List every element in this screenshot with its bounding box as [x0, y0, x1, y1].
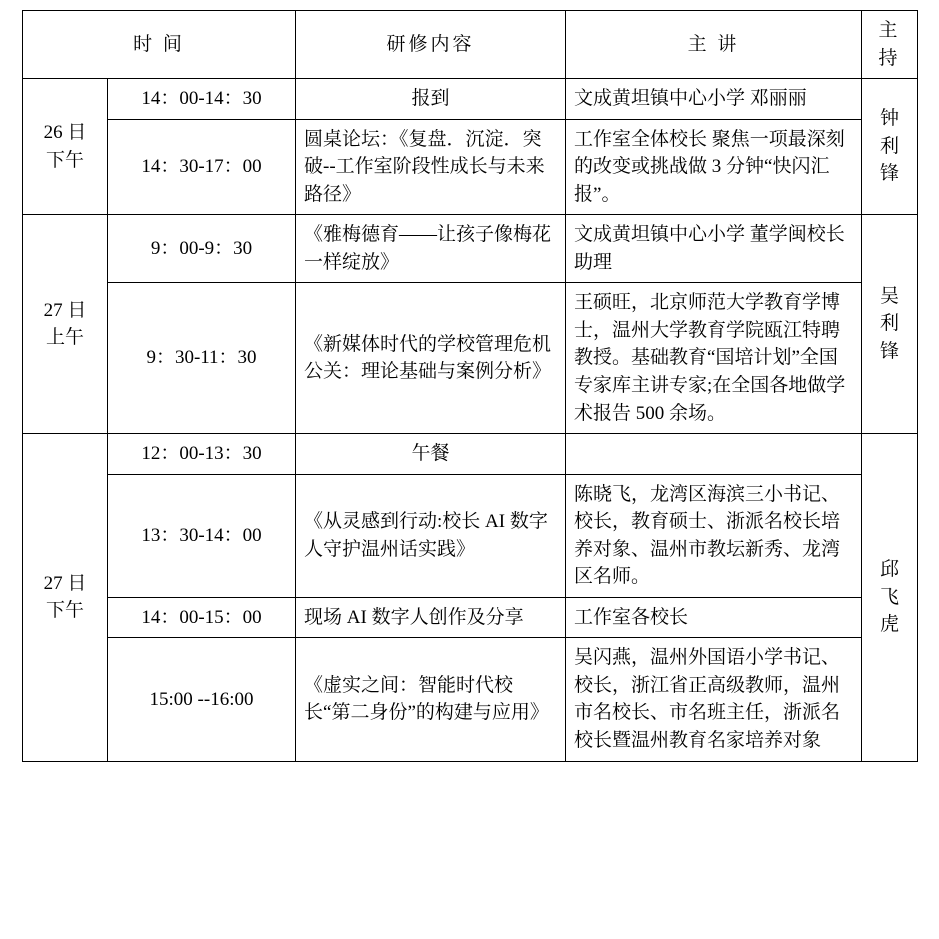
header-speaker: 主 讲 [566, 11, 862, 79]
day-group-label [23, 79, 108, 215]
table-row [23, 434, 918, 475]
session-speaker: 陈晓飞，龙湾区海滨三小书记、校长，教育硕士、浙派名校长培养对象、温州市教坛新秀、龙湾区名师。 [566, 474, 862, 597]
session-time: 13：30-14：00 [108, 474, 296, 597]
host-char: 锋 [880, 163, 900, 185]
host-char: 利 [880, 313, 900, 335]
table-header-row [23, 11, 918, 79]
training-schedule-table [22, 10, 918, 762]
day-line: 下午 [45, 149, 84, 171]
session-content: 午餐 [296, 434, 566, 475]
session-time: 14：00-14：30 [108, 79, 296, 120]
session-host [862, 434, 918, 761]
day-line: 26 日 [43, 122, 87, 144]
day-line: 上午 [45, 327, 84, 349]
host-char: 虎 [880, 614, 900, 636]
session-time: 14：30-17：00 [108, 119, 296, 215]
session-time: 9：30-11：30 [108, 283, 296, 434]
session-content: 《虚实之间：智能时代校长“第二身份”的构建与应用》 [296, 638, 566, 761]
header-time: 时 间 [23, 11, 296, 79]
session-host [862, 79, 918, 215]
day-line: 27 日 [43, 299, 87, 321]
day-line: 下午 [45, 600, 84, 622]
session-content: 《从灵感到行动:校长 AI 数字人守护温州话实践》 [296, 474, 566, 597]
session-content: 《雅梅德育——让孩子像梅花一样绽放》 [296, 215, 566, 283]
host-char: 利 [880, 135, 900, 157]
host-char: 钟 [880, 108, 900, 130]
host-char: 邱 [880, 559, 900, 581]
day-group-label [23, 215, 108, 434]
table-row [23, 79, 918, 120]
day-group-label [23, 434, 108, 761]
session-time: 14：00-15：00 [108, 597, 296, 638]
session-content: 现场 AI 数字人创作及分享 [296, 597, 566, 638]
session-time: 12：00-13：30 [108, 434, 296, 475]
table-row [23, 638, 918, 761]
session-time: 15:00 --16:00 [108, 638, 296, 761]
day-line: 27 日 [43, 572, 87, 594]
host-char: 飞 [880, 586, 900, 608]
session-content: 圆桌论坛：《复盘．沉淀．突破--工作室阶段性成长与未来路径》 [296, 119, 566, 215]
header-host: 主 持 [862, 11, 918, 79]
header-content: 研修内容 [296, 11, 566, 79]
host-char: 吴 [880, 285, 900, 307]
session-speaker: 吴闪燕，温州外国语小学书记、校长，浙江省正高级教师，温州市名校长、市名班主任，浙派名校长暨温州教育名家培养对象 [566, 638, 862, 761]
table-row [23, 215, 918, 283]
table-row [23, 119, 918, 215]
session-content: 报到 [296, 79, 566, 120]
table-row [23, 474, 918, 597]
session-speaker: 文成黄坦镇中心小学 董学闽校长助理 [566, 215, 862, 283]
session-speaker: 王硕旺，北京师范大学教育学博士，温州大学教育学院瓯江特聘教授。基础教育“国培计划”全国专家库主讲专家;在全国各地做学术报告 500 余场。 [566, 283, 862, 434]
host-char: 锋 [880, 340, 900, 362]
session-time: 9：00-9：30 [108, 215, 296, 283]
session-speaker: 文成黄坦镇中心小学 邓丽丽 [566, 79, 862, 120]
table-row [23, 283, 918, 434]
session-content: 《新媒体时代的学校管理危机公关：理论基础与案例分析》 [296, 283, 566, 434]
session-speaker: 工作室各校长 [566, 597, 862, 638]
table-row [23, 597, 918, 638]
session-speaker: 工作室全体校长 聚焦一项最深刻的改变或挑战做 3 分钟“快闪汇报”。 [566, 119, 862, 215]
session-host [862, 215, 918, 434]
session-speaker [566, 434, 862, 475]
